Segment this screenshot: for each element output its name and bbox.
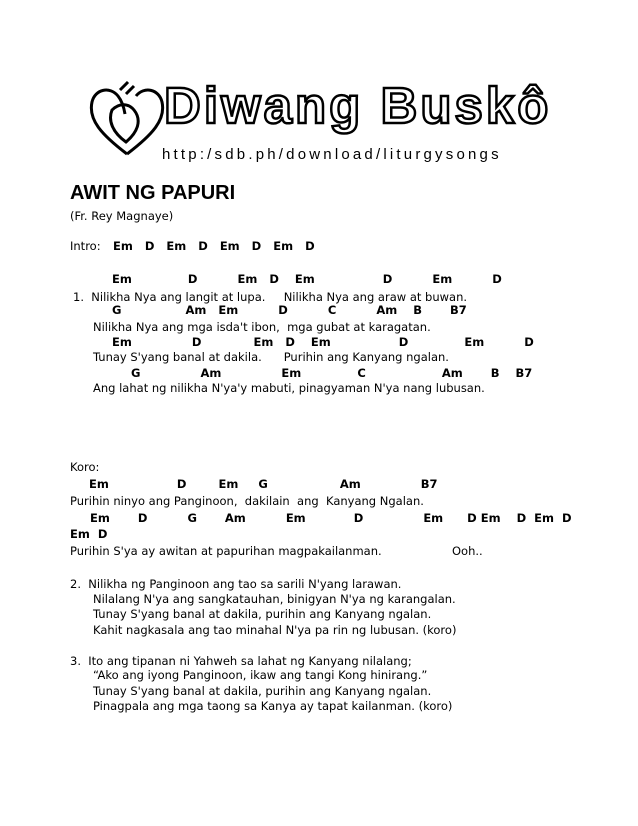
intro-label: Intro: xyxy=(70,239,101,253)
verse1-chords-4: G Am Em C Am B B7 xyxy=(131,366,533,380)
verse1-chords-1: Em D Em D Em D Em D xyxy=(112,272,502,286)
verse1-line-1: 1. Nilikha Nya ang langit at lupa. Nilikha Nya ang araw at buwan. xyxy=(73,290,468,304)
chorus-line-2: Purihin S'ya ay awitan at papurihan magpakailanman. xyxy=(70,544,382,558)
verse2-line-3: Tunay S'yang banal at dakila, purihin ang Kanyang ngalan. xyxy=(93,607,432,621)
chorus-chords-1: Em D Em G Am B7 xyxy=(89,477,438,491)
verse2-line-1: 2. Nilikha ng Panginoon ang tao sa sarili N'yang larawan. xyxy=(70,577,402,591)
song-title: AWIT NG PAPURI xyxy=(70,182,236,204)
diwang-busko-logo-icon xyxy=(82,80,172,160)
composer: (Fr. Rey Magnaye) xyxy=(70,209,174,223)
verse3-line-4: Pinagpala ang mga taong sa Kanya ay tapat kailanman. (koro) xyxy=(93,699,453,713)
header-title: Diwang Buskô xyxy=(164,77,552,134)
chorus-ooh: Ooh.. xyxy=(452,544,483,558)
verse1-line-4: Ang lahat ng nilikha N'ya'y mabuti, pinagyaman N'ya nang lubusan. xyxy=(93,381,485,395)
verse1-line-2: Nilikha Nya ang mga isda't ibon, mga gubat at karagatan. xyxy=(93,320,431,334)
chorus-chords-3: Em D xyxy=(70,527,108,541)
verse3-line-3: Tunay S'yang banal at dakila, purihin ang Kanyang ngalan. xyxy=(93,684,432,698)
verse1-chords-3: Em D Em D Em D Em D xyxy=(112,335,534,349)
verse1-line-3: Tunay S'yang banal at dakila. Purihin ang Kanyang ngalan. xyxy=(93,350,449,364)
verse2-line-2: Nilalang N'ya ang sangkatauhan, binigyan N'ya ng karangalan. xyxy=(93,592,456,606)
verse3-line-2: “Ako ang iyong Panginoon, ikaw ang tangi Kong hinirang.” xyxy=(93,668,428,682)
chorus-label: Koro: xyxy=(70,460,100,474)
verse3-line-1: 3. Ito ang tipanan ni Yahweh sa lahat ng Kanyang nilalang; xyxy=(70,654,412,668)
intro-chords: Em D Em D Em D Em D xyxy=(113,239,315,253)
chorus-chords-2: Em D G Am Em D Em D Em D Em D xyxy=(90,511,572,525)
chorus-line-1: Purihin ninyo ang Panginoon, dakilain ang Kanyang Ngalan. xyxy=(70,494,424,508)
verse1-chords-2: G Am Em D C Am B B7 xyxy=(112,303,467,317)
header-url: http:/sdb.ph/download/liturgysongs xyxy=(162,146,502,163)
verse2-line-4: Kahit nagkasala ang tao minahal N'ya pa rin ng lubusan. (koro) xyxy=(93,623,457,637)
